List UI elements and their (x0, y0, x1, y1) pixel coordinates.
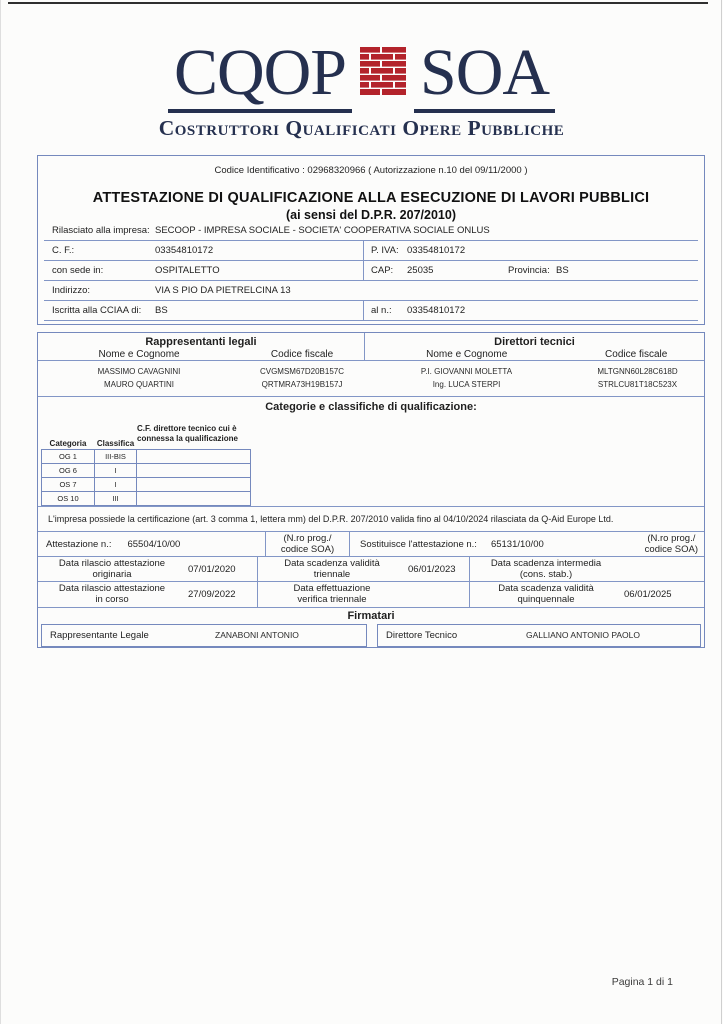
attestation-header-box (37, 155, 705, 325)
cap-label: CAP: (371, 265, 394, 276)
direttori-header (365, 333, 704, 360)
rilascio-originaria-value: 07/01/2020 (188, 563, 236, 575)
attestazione-value: 65504/10/00 (127, 538, 181, 550)
rilascio-originaria-label: Data rilascio attestazione originaria (58, 558, 166, 581)
categories-table (41, 449, 251, 506)
categoria-value: OS 10 (42, 492, 95, 505)
categoria-value: OG 1 (42, 450, 95, 463)
col-nome-cognome: Nome e Cognome (98, 349, 180, 360)
categories-table-header (41, 423, 281, 449)
tecnico-nome: Ing. LUCA STERPI (432, 380, 501, 390)
logo-text-left: CQOP (168, 44, 352, 113)
people-header (38, 333, 704, 361)
classifica-value: I (95, 478, 137, 491)
rappresentante-legale-name: ZANABONI ANTONIO (215, 630, 299, 641)
rappresentante-legale-label: Rappresentante Legale (50, 629, 149, 641)
nro-prog-note (265, 532, 350, 555)
company-row-cf-piva (44, 241, 698, 261)
firmatari-row (41, 624, 701, 647)
category-row (42, 463, 250, 477)
tecnico-nome: P.I. GIOVANNI MOLETTA (420, 367, 513, 377)
indirizzo-label: Indirizzo: (52, 285, 91, 296)
firmatari-title: Firmatari (38, 607, 704, 622)
codice-identificativo: Codice Identificativo : 02968320966 ( Autorizzazione n.10 del 09/11/2000 ) (214, 165, 528, 176)
cf-value: 03354810172 (155, 245, 214, 256)
legale-cf: QRTMRA73H19B157J (261, 380, 343, 390)
logo-text-right: SOA (414, 44, 555, 113)
sostituisce-value: 65131/10/00 (490, 538, 544, 550)
categoria-value: OS 7 (42, 478, 95, 491)
attestation-dates-row1 (38, 556, 704, 581)
provincia-label: Provincia: (508, 265, 550, 276)
legale-cf: CVGMSM67D20B157C (259, 367, 345, 377)
rilascio-corso-label: Data rilascio attestazione in corso (58, 583, 166, 606)
classifica-value: III (95, 492, 137, 505)
cf-label: C. F.: (52, 245, 75, 256)
attestation-dates-row2 (38, 581, 704, 606)
classifica-value: I (95, 464, 137, 477)
col-classifica: Classifica (96, 439, 135, 449)
classifica-value: III-BIS (95, 450, 137, 463)
direttore-tecnico-name: GALLIANO ANTONIO PAOLO (526, 630, 640, 641)
certification-statement: L'impresa possiede la certificazione (art. 3 comma 1, lettera mm) del D.P.R. 207/2010 valida fino al 04/10/2024 rilasciata da Q-Aid Europe Ltd. (38, 506, 704, 531)
nro-prog-note (645, 533, 704, 555)
document-subtitle: (ai sensi del D.P.R. 207/2010) (285, 208, 456, 222)
cqop-soa-logo (0, 36, 723, 141)
company-name: SECOOP - IMPRESA SOCIALE - SOCIETA' COOPERATIVA SOCIALE ONLUS (155, 225, 490, 236)
rappresentanti-header (38, 333, 365, 360)
sede-label: con sede in: (52, 265, 104, 276)
people-names (38, 361, 704, 397)
categories-title: Categorie e classifiche di qualificazione: (265, 401, 477, 414)
scan-edge-right (721, 0, 722, 1024)
people-row (38, 365, 704, 378)
company-row-cciaa (44, 301, 698, 321)
scadenza-triennale-label: Data scadenza validità triennale (284, 558, 380, 581)
piva-label: P. IVA: (371, 245, 399, 256)
sostituisce-label: Sostituisce l'attestazione n.: (360, 538, 477, 550)
col-codice-fiscale: Codice fiscale (270, 349, 334, 360)
piva-value: 03354810172 (407, 245, 466, 256)
cap-value: 25035 (407, 265, 434, 276)
rilascio-corso-value: 27/09/2022 (188, 588, 236, 600)
rilasciato-label: Rilasciato alla impresa: (52, 225, 150, 236)
nro-prog-line1: (N.ro prog./ (647, 533, 696, 545)
scan-edge-left (0, 0, 1, 1024)
col-categoria: Categoria (49, 439, 87, 449)
provincia-value: BS (556, 265, 569, 276)
quinquennale-value: 06/01/2025 (624, 588, 672, 600)
legale-nome: MASSIMO CAVAGNINI (97, 367, 181, 377)
indirizzo-value: VIA S PIO DA PIETRELCINA 13 (155, 285, 291, 296)
tecnico-cf: MLTGNN60L28C618D (597, 367, 678, 377)
categories-block (41, 423, 281, 506)
page-number: Pagina 1 di 1 (611, 976, 673, 988)
people-row (38, 378, 704, 391)
nro-prog-line2: codice SOA) (644, 544, 698, 556)
direttori-title: Direttori tecnici (494, 336, 575, 348)
aln-label: al n.: (371, 305, 392, 316)
quinquennale-label: Data scadenza validità quinquennale (498, 583, 594, 606)
company-row-indirizzo (44, 281, 698, 301)
category-row (42, 450, 250, 463)
col-cf-direttore-line2: connessa la qualificazione (137, 434, 238, 444)
company-info-table (44, 221, 698, 321)
sede-value: OSPITALETTO (155, 265, 220, 276)
attestation-number-row (38, 531, 704, 555)
col-codice-fiscale: Codice fiscale (605, 349, 668, 360)
col-nome-cognome: Nome e Cognome (426, 349, 508, 360)
logo-subtitle: Costruttori Qualificati Opere Pubbliche (158, 116, 565, 140)
rappresentanti-title: Rappresentanti legali (145, 336, 257, 348)
category-row (42, 477, 250, 491)
tecnico-cf: STRLCU81T18C523X (597, 380, 678, 390)
company-row-rilasciato (44, 221, 698, 241)
categoria-value: OG 6 (42, 464, 95, 477)
firmatario-legale-box (41, 624, 367, 647)
scadenza-intermedia-label: Data scadenza intermedia (cons. stab.) (490, 558, 602, 581)
nro-prog-line1: (N.ro prog./ (283, 533, 332, 545)
attestation-detail-box (37, 332, 705, 648)
brick-wall-icon (360, 47, 406, 100)
company-row-sede-cap (44, 261, 698, 281)
nro-prog-line2: codice SOA) (280, 544, 335, 556)
aln-value: 03354810172 (407, 305, 466, 316)
verifica-triennale-label: Data effettuazione verifica triennale (293, 583, 371, 606)
legale-nome: MAURO QUARTINI (103, 380, 175, 390)
category-row (42, 491, 250, 505)
col-cf-direttore-line1: C.F. direttore tecnico cui è (137, 424, 237, 434)
direttore-tecnico-label: Direttore Tecnico (386, 629, 458, 641)
attestazione-label: Attestazione n.: (46, 538, 112, 550)
cciaa-value: BS (155, 305, 168, 316)
scadenza-triennale-value: 06/01/2023 (408, 563, 456, 575)
firmatario-tecnico-box (377, 624, 701, 647)
scan-edge-top (8, 2, 708, 4)
cciaa-label: Iscritta alla CCIAA di: (52, 305, 142, 316)
document-title: ATTESTAZIONE DI QUALIFICAZIONE ALLA ESECUZIONE DI LAVORI PUBBLICI (92, 190, 650, 206)
